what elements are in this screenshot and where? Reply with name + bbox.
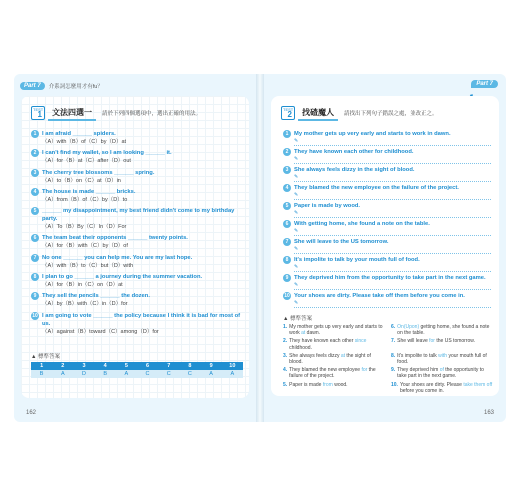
- question-number: 9: [31, 292, 39, 300]
- question-number: 6: [31, 234, 39, 242]
- answer-item: [283, 338, 385, 350]
- question-item: [31, 169, 243, 185]
- answer-item: [391, 338, 493, 350]
- pencil-icon: ✎: [294, 138, 299, 144]
- page-number: 162: [26, 410, 37, 416]
- question-item: [283, 238, 491, 254]
- question-number: 5: [283, 202, 291, 210]
- answer-number: 10: [222, 362, 243, 370]
- question-text: She always feels dizzy in the sight of blood.: [294, 167, 415, 173]
- answer-correction: from: [322, 381, 333, 388]
- question-number: 6: [283, 220, 291, 228]
- answer-text: She always feels dizzy at the sight of blood.: [289, 352, 371, 366]
- answer-text: On(Upon) getting home, she found a note on the table.: [397, 324, 490, 337]
- question-number: 8: [283, 256, 291, 264]
- test-icon: TEST 1: [33, 107, 44, 119]
- answer-number: 7.: [391, 338, 396, 345]
- question-options: （A）for（B）with（C）by（D）of: [42, 243, 128, 250]
- question-number: 7: [283, 238, 291, 246]
- question-list: [283, 130, 491, 310]
- answer-write-line[interactable]: [294, 264, 491, 272]
- answer-number: 9: [201, 362, 222, 370]
- answer-number: 6.: [391, 324, 396, 330]
- question-item: [283, 148, 491, 164]
- page-number: 163: [483, 410, 494, 416]
- pencil-icon: ✎: [294, 210, 299, 216]
- test-icon: TEST 2: [283, 107, 294, 119]
- question-options: （A）by（B）with（C）in（D）for: [42, 301, 128, 308]
- answer-number: 4.: [283, 367, 288, 374]
- answer-number: 10.: [391, 381, 398, 388]
- question-options: （A）with（B）to（C）but（D）with: [42, 262, 134, 269]
- pencil-icon: ✎: [294, 192, 299, 198]
- answer-correction: of: [439, 367, 444, 374]
- answer-text: She will leave for the US tomorrow.: [397, 338, 475, 345]
- answer-value: A: [222, 370, 243, 378]
- question-text: I am afraid ______ spiders.: [42, 131, 116, 137]
- question-item: [31, 292, 243, 308]
- pencil-icon: ✎: [294, 264, 299, 270]
- answer-text: My mother gets up very early and starts to work at dawn.: [289, 324, 383, 337]
- answer-correction: with: [438, 352, 448, 359]
- test-2-panel: [271, 96, 499, 396]
- question-number: 2: [283, 148, 291, 156]
- answer-write-line[interactable]: [294, 192, 491, 200]
- answer-correction: for: [429, 338, 435, 345]
- question-number: 4: [283, 184, 291, 192]
- question-item: [31, 234, 243, 250]
- question-item: [283, 202, 491, 218]
- answer-number: 8: [179, 362, 200, 370]
- answer-value: A: [116, 370, 137, 378]
- answer-number: 3: [73, 362, 94, 370]
- question-options: （A）To（B）By（C）In（D）For: [42, 224, 127, 231]
- question-text: I am going to vote ______ the policy because I think it is bad for most of us.: [42, 312, 241, 327]
- part-flag: [464, 80, 498, 94]
- answer-item: [391, 382, 493, 394]
- question-number: 3: [283, 166, 291, 174]
- pencil-icon: ✎: [294, 174, 299, 180]
- answer-value: A: [201, 370, 222, 378]
- answer-correction: at: [340, 352, 346, 359]
- question-text: With getting home, she found a note on the table.: [294, 221, 430, 227]
- answer-number: 8.: [391, 352, 396, 359]
- question-item: [31, 130, 243, 146]
- question-text: I plan to go ______ a journey during the summer vacation.: [42, 274, 203, 281]
- answer-number: 5.: [283, 381, 288, 388]
- question-item: [31, 207, 243, 231]
- answer-write-line[interactable]: [294, 282, 491, 290]
- question-options: （A）for（B）at（C）after（D）out: [42, 158, 131, 165]
- answer-write-line[interactable]: [294, 174, 491, 182]
- pencil-icon: ✎: [294, 282, 299, 288]
- question-text: Your shoes are dirty. Please take off them before you come in.: [294, 293, 465, 299]
- answer-value: D: [73, 370, 94, 378]
- answer-write-line[interactable]: [294, 138, 491, 146]
- question-text: She will leave to the US tomorrow.: [294, 239, 389, 245]
- question-number: 1: [31, 130, 39, 138]
- section-heading: [31, 106, 201, 120]
- question-number: 8: [31, 273, 39, 281]
- section-heading: [281, 106, 438, 120]
- question-text: Paper is made by wood.: [294, 203, 361, 209]
- question-number: 10: [284, 293, 290, 299]
- answer-write-line[interactable]: [294, 156, 491, 164]
- answer-number: 6: [137, 362, 158, 370]
- question-item: [31, 188, 243, 204]
- question-number: 9: [283, 274, 291, 282]
- answer-number: 1.: [283, 324, 288, 330]
- question-item: [283, 166, 491, 182]
- answer-correction: On(Upon): [397, 324, 420, 330]
- question-options: （A）with（B）of（C）by（D）at: [42, 139, 127, 145]
- question-options: （A）from（B）of（C）by（D）to: [42, 196, 128, 203]
- test-1-panel: [21, 96, 249, 398]
- question-text: ______ my disappointment, my best friend didn't come to my birthday party.: [42, 208, 235, 223]
- question-text: They sell the pencils ______ the dozen.: [42, 293, 150, 300]
- question-number: 4: [31, 188, 39, 196]
- answer-correction: take them off: [463, 381, 493, 388]
- answer-correction: since: [354, 338, 367, 345]
- question-options: （A）to（B）on（C）at（D）in: [42, 177, 121, 184]
- answer-write-line[interactable]: [294, 228, 491, 236]
- left-page: [14, 74, 256, 422]
- section-title: 找碴魔人: [298, 106, 338, 121]
- answers-label: ▲ 標準答案: [31, 354, 60, 360]
- answer-number: 1: [31, 362, 52, 370]
- section-instructions: 請找出下列句子錯誤之處，並改正之。: [344, 111, 438, 117]
- question-text: It's impolite to talk by your mouth full of food.: [294, 257, 420, 263]
- answer-number: 3.: [283, 352, 288, 359]
- answer-write-line[interactable]: [294, 246, 491, 254]
- chapter-title: 介系詞怎麼用才有fu？: [48, 84, 103, 90]
- right-page: [264, 74, 506, 422]
- question-item: [31, 273, 243, 289]
- answer-value: C: [179, 370, 200, 378]
- answer-item: [283, 324, 385, 336]
- question-item: [31, 254, 243, 270]
- question-number: 2: [31, 149, 39, 157]
- question-text: My mother gets up very early and starts to work in dawn.: [294, 131, 451, 137]
- part-badge: Part 7: [471, 80, 498, 88]
- question-item: [31, 149, 243, 165]
- answer-value: C: [158, 370, 179, 378]
- answer-list: [283, 324, 493, 394]
- question-text: The house is made ______ bricks.: [42, 188, 136, 195]
- answer-value: A: [52, 370, 73, 378]
- answer-correction: for: [361, 367, 368, 374]
- question-item: [283, 220, 491, 236]
- question-text: No one ______ you can help me. You are my last hope.: [42, 254, 193, 261]
- question-text: The cherry tree blossoms ______ spring.: [42, 169, 155, 176]
- answers-label: ▲ 標準答案: [283, 316, 312, 322]
- answer-item: [391, 324, 493, 336]
- question-number: 3: [31, 169, 39, 177]
- question-text: The team beat their opponents ______ twenty points.: [42, 235, 188, 242]
- answer-number: 5: [116, 362, 137, 370]
- answer-value: C: [137, 370, 158, 378]
- book-gutter: [256, 74, 264, 422]
- answer-text: It's impolite to talk with your mouth full of food.: [397, 352, 487, 366]
- question-options: （A）for（B）in（C）on（D）at: [42, 282, 123, 289]
- answer-item: [283, 353, 385, 365]
- left-page-header: [20, 80, 103, 92]
- answer-number: 2.: [283, 338, 288, 345]
- pencil-icon: ✎: [294, 228, 299, 234]
- answer-item: [283, 367, 385, 379]
- answer-number: 4: [95, 362, 116, 370]
- answer-value: B: [95, 370, 116, 378]
- question-number: 10: [32, 312, 38, 319]
- question-number: 1: [283, 130, 291, 138]
- question-item: [283, 274, 491, 290]
- answer-write-line[interactable]: [294, 300, 491, 308]
- question-item: [283, 292, 491, 308]
- question-number: 5: [31, 207, 39, 215]
- question-item: [283, 184, 491, 200]
- answer-number: 2: [52, 362, 73, 370]
- question-item: [31, 312, 243, 336]
- question-number: 7: [31, 254, 39, 262]
- question-item: [283, 256, 491, 272]
- pencil-icon: ✎: [294, 300, 299, 306]
- answer-correction: at: [301, 330, 306, 337]
- question-item: [283, 130, 491, 146]
- question-text: They blamed the new employee on the failure of the project.: [294, 185, 459, 191]
- answer-item: [283, 382, 385, 394]
- answer-text: They blamed the new employee for the failure of the project.: [289, 367, 376, 380]
- section-title: 文法四選一: [48, 106, 96, 121]
- answer-number: 9.: [391, 367, 396, 374]
- answer-text: They have known each other since childhood.: [289, 338, 367, 351]
- book-spread: [14, 74, 506, 422]
- pencil-icon: ✎: [294, 156, 299, 162]
- answer-text: Your shoes are dirty. Please take them off before you come in.: [399, 381, 493, 394]
- question-text: They have known each other for childhood.: [294, 149, 414, 155]
- question-options: （A）against（B）toward（C）among（D）for: [42, 328, 159, 335]
- answer-text: They deprived him of the opportunity to take part in the next game.: [397, 367, 484, 380]
- answer-number: 7: [158, 362, 179, 370]
- answer-write-line[interactable]: [294, 210, 491, 218]
- answer-text: Paper is made from wood.: [289, 381, 348, 388]
- answer-item: [391, 367, 493, 379]
- answer-table: [31, 362, 243, 378]
- question-list: [31, 130, 243, 339]
- question-text: They deprived him from the opportunity to take part in the next game.: [294, 275, 486, 281]
- pencil-icon: ✎: [294, 246, 299, 252]
- section-instructions: 請於下列四個選項中，選出正確的用法。: [102, 111, 202, 117]
- answer-item: [391, 353, 493, 365]
- question-text: I can't find my wallet, so I am looking ______ it.: [42, 150, 172, 157]
- answer-value: B: [31, 370, 52, 378]
- part-badge: Part 7: [20, 82, 45, 90]
